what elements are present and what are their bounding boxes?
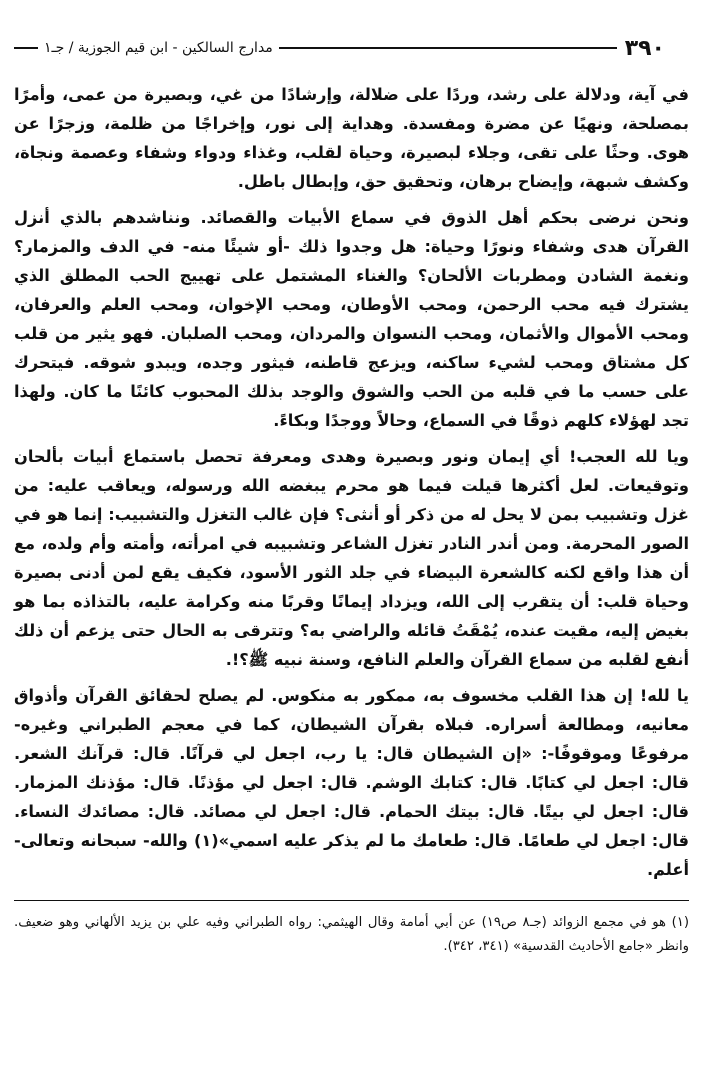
book-page — [14, 28, 689, 959]
footnotes — [14, 911, 689, 959]
running-head: مدارج السالكين - ابن قيم الجوزية / جـ١ — [44, 40, 273, 56]
page-number: ٣٩٠ — [624, 35, 665, 61]
body-text — [14, 80, 689, 884]
footnote-separator — [14, 900, 689, 901]
paragraph-2: ونحن نرضى بحكم أهل الذوق في سماع الأبيات والقصائد. ونناشدهم بالذي أنزل القرآن هدى وشفاء ونورًا وحياة: هل وجدوا ذلك -أو شيئًا منه- في الدف والمزمار؟ ونغمة الشادن ومطربات الألحان؟ والغناء المشتمل على تهييج الحب المطلق الذي يشترك فيه محب الرحمن، ومحب الأوطان، ومحب الإخوان، ومحب العلم والعرفان، ومحب الأموال والأثمان، ومحب النسوان والمردان، ومحب الصلبان. فهو يثير من قلب كل مشتاق ومحب لشيء ساكنه، ويزعج قاطنه، فيثور وجده، ويبدو شوقه. فيتحرك على حسب ما في قلبه من الحب والشوق والوجد بذلك المحبوب كائنًا ما كان. ولهذا تجد لهؤلاء كلهم ذوقًا في السماع، وحالاً ووجدًا وبكاءً. — [14, 208, 689, 430]
paragraph-3: ويا لله العجب! أي إيمان ونور وبصيرة وهدى ومعرفة تحصل باستماع أبيات بألحان وتوقيعات. لعل أكثرها قيلت فيما هو محرم يبغضه الله ورسوله، ويعاقب عليه: من غزل وتشبيب بمن لا يحل له من ذكر أو أنثى؟ فإن غالب التغزل والتشبيب: إنما هو في الصور المحرمة. ومن أندر النادر تغزل الشاعر وتشبيبه في امرأته، وأمته وأم ولده، مع أن هذا واقع لكنه كالشعرة البيضاء في جلد الثور الأسود، فكيف يقع لمن أدنى بصيرة وحياة قلب: أن يتقرب إلى الله، ويزداد إيمانًا وقربًا منه وكرامة عليه، بالتذاذه بما هو بغيض إليه، مقيت عنده، يُمْقَتُ قائله والراضي به؟ وتترقى به الحال حتى يزعم أن ذلك أنفع لقلبه من سماع القرآن والعلم النافع، وسنة نبيه ﷺ؟!. — [14, 447, 689, 669]
header-rule-right — [279, 47, 617, 49]
paragraph-1: في آية، ودلالة على رشد، وردًا على ضلالة، وإرشادًا من غي، وبصيرة من عمى، وأمرًا بمصلحة، ونهيًا عن مضرة ومفسدة. وهداية إلى نور، وإخراجًا من ظلمة، وزجرًا عن هوى. وحثًا على تقى، وجلاء لبصيرة، وحياة لقلب، وغذاء ودواء وشفاء وعصمة ونجاة، وكشف شبهة، وإيضاح برهان، وتحقيق حق، وإبطال باطل. — [14, 85, 689, 191]
page-header — [14, 28, 689, 68]
paragraph-4: يا لله! إن هذا القلب مخسوف به، ممكور به منكوس. لم يصلح لحقائق القرآن وأذواق معانيه، ومطالعة أسراره. فبلاه بقرآن الشيطان، كما في معجم الطبراني وغيره- مرفوعًا وموقوفًا-: «إن الشيطان قال: يا رب، اجعل لي قرآنًا. قال: قرآنك الشعر. قال: اجعل لي كتابًا. قال: كتابك الوشم. قال: اجعل لي مؤذنًا. قال: مؤذنك المزمار. قال: اجعل لي بيتًا. قال: بيتك الحمام. قال: اجعل لي مصائد. قال: مصائدك النساء. قال: اجعل لي طعامًا. قال: طعامك ما لم يذكر عليه اسمي»(١) والله- سبحانه وتعالى- أعلم. — [14, 686, 689, 879]
footnote-1: (١) هو في مجمع الزوائد (جـ٨ ص١٩) عن أبي أمامة وقال الهيثمي: رواه الطبراني وفيه علي بن يزيد الألهاني وهو ضعيف. وانظر «جامع الأحاديث القدسية» (٣٤١، ٣٤٢). — [14, 915, 689, 954]
header-rule-left — [14, 47, 38, 49]
